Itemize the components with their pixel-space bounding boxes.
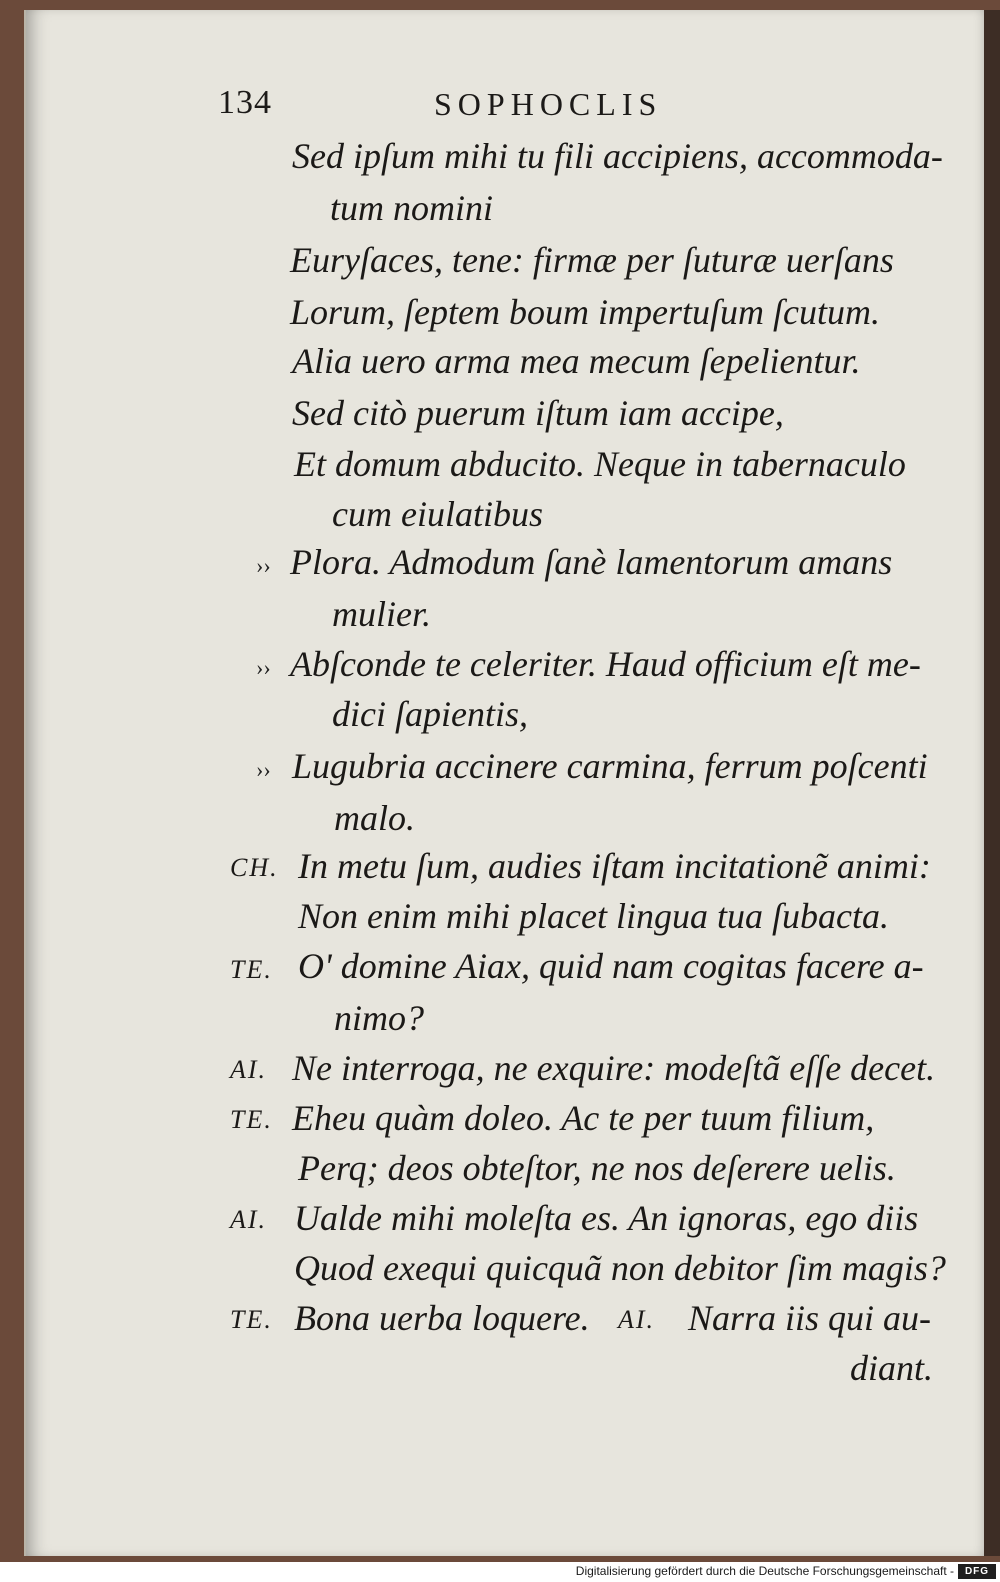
sentence-marker: ›› xyxy=(256,553,271,578)
text-line: Ualde mihi moleſta es. An ignoras, ego diis xyxy=(294,1198,919,1238)
speaker-label: TE. xyxy=(230,1105,273,1134)
text-line: Euryſaces, tene: firmæ per ſuturæ uerſans xyxy=(290,240,894,280)
text-line: malo. xyxy=(334,798,415,838)
text-line: Sed ipſum mihi tu fili accipiens, accommoda- xyxy=(292,136,943,176)
speaker-label: TE. xyxy=(230,1305,273,1334)
speaker-label: AI. xyxy=(230,1205,268,1234)
text-line: Narra iis qui au- xyxy=(688,1298,932,1338)
text-line: diant. xyxy=(850,1348,934,1388)
book-edge xyxy=(984,10,1000,1556)
text-line: Sed citò puerum iſtum iam accipe, xyxy=(292,393,784,433)
speaker-label: TE. xyxy=(230,955,273,984)
text-line: dici ſapientis, xyxy=(332,694,528,734)
speaker-label: AI. xyxy=(230,1055,268,1084)
footer-bar xyxy=(0,1562,1000,1582)
footer-credit: Digitalisierung gefördert durch die Deutsche Forschungsgemeinschaft - xyxy=(575,1564,954,1578)
text-line: Ne interroga, ne exquire: modeſtã eſſe decet. xyxy=(292,1048,936,1088)
text-line: Eheu quàm doleo. Ac te per tuum filium, xyxy=(292,1098,875,1138)
speaker-label: AI. xyxy=(618,1305,656,1334)
dfg-logo: DFG xyxy=(958,1564,996,1579)
sentence-marker: ›› xyxy=(256,655,271,680)
text-line: nimo? xyxy=(334,998,424,1038)
running-title: SOPHOCLIS xyxy=(434,86,663,122)
text-line: tum nomini xyxy=(330,188,494,228)
text-line: Non enim mihi placet lingua tua ſubacta. xyxy=(298,896,889,936)
text-line: Perq; deos obteſtor, ne nos deſerere uelis. xyxy=(298,1148,896,1188)
text-line: Quod exequi quicquã non debitor ſim magis? xyxy=(294,1248,946,1288)
speaker-label: CH. xyxy=(230,853,279,882)
text-line: Abſconde te celeriter. Haud officium eſt me- xyxy=(290,644,921,684)
text-line: mulier. xyxy=(332,594,431,634)
sentence-marker: ›› xyxy=(256,757,271,782)
text-line: Alia uero arma mea mecum ſepelientur. xyxy=(292,341,861,381)
text-line: Plora. Admodum ſanè lamentorum amans xyxy=(290,542,893,582)
page-number: 134 xyxy=(218,84,272,121)
text-line: cum eiulatibus xyxy=(332,494,543,534)
text-line: Bona uerba loquere. xyxy=(294,1298,590,1338)
text-line: Lugubria accinere carmina, ferrum poſcenti xyxy=(292,746,928,786)
text-line: In metu ſum, audies iſtam incitationẽ animi: xyxy=(298,846,931,886)
text-line: O' domine Aiax, quid nam cogitas facere a- xyxy=(298,946,924,986)
text-line: Lorum, ſeptem boum impertuſum ſcutum. xyxy=(290,292,880,332)
text-line: Et domum abducito. Neque in tabernaculo xyxy=(294,444,906,484)
